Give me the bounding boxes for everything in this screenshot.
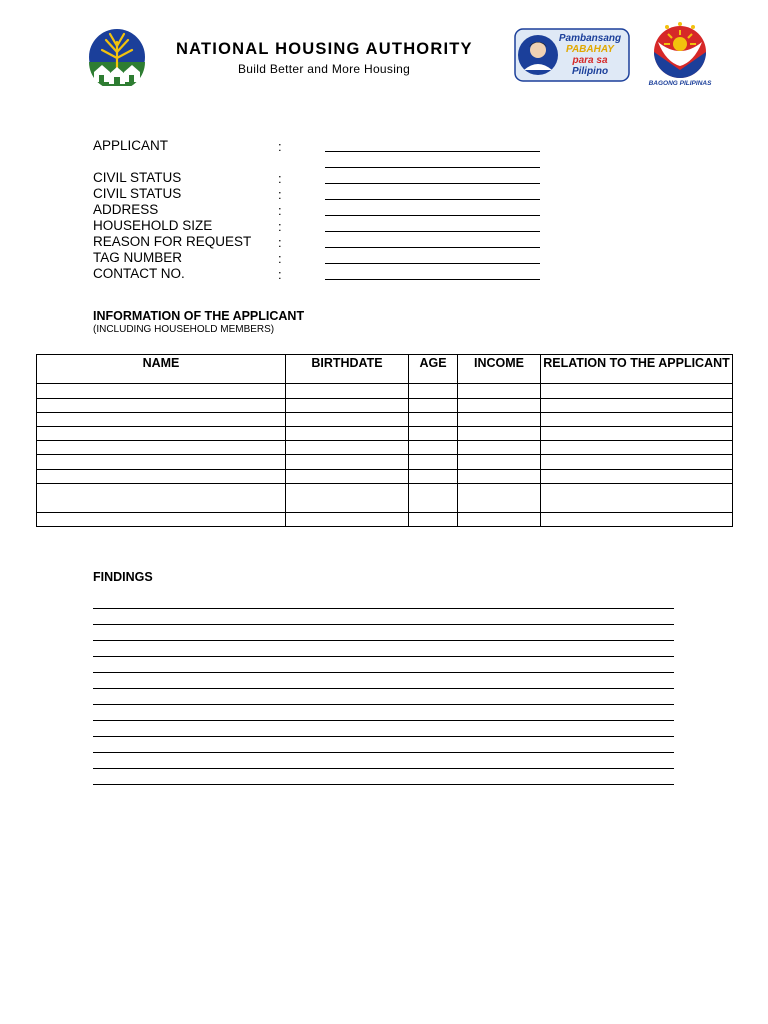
table-row bbox=[37, 384, 733, 399]
bagong-pilipinas-label: BAGONG PILIPINAS bbox=[648, 80, 712, 87]
table-cell[interactable] bbox=[458, 399, 541, 413]
column-header-income: INCOME bbox=[458, 355, 541, 384]
table-cell[interactable] bbox=[409, 470, 458, 484]
table-cell[interactable] bbox=[458, 513, 541, 527]
table-cell[interactable] bbox=[409, 441, 458, 455]
column-header-age: AGE bbox=[409, 355, 458, 384]
table-cell[interactable] bbox=[37, 441, 286, 455]
table-cell[interactable] bbox=[286, 484, 409, 513]
table-row bbox=[37, 399, 733, 413]
bagong-pilipinas-logo bbox=[644, 22, 716, 90]
table-row bbox=[37, 455, 733, 470]
table-cell[interactable] bbox=[458, 470, 541, 484]
table-cell[interactable] bbox=[541, 470, 733, 484]
table-cell[interactable] bbox=[286, 399, 409, 413]
findings-line[interactable] bbox=[93, 608, 674, 609]
table-cell[interactable] bbox=[409, 384, 458, 399]
table-cell[interactable] bbox=[37, 384, 286, 399]
badge-line-1: Pambansang bbox=[558, 33, 622, 44]
table-cell[interactable] bbox=[409, 413, 458, 427]
organization-name: NATIONAL HOUSING AUTHORITY bbox=[176, 40, 473, 58]
table-cell[interactable] bbox=[286, 455, 409, 470]
table-row bbox=[37, 513, 733, 527]
field-colon: : bbox=[278, 219, 282, 234]
table-row bbox=[37, 441, 733, 455]
household-members-table bbox=[36, 354, 733, 527]
field-colon: : bbox=[278, 139, 282, 154]
field-label-civil-status-2: CIVIL STATUS bbox=[93, 186, 182, 201]
findings-title: FINDINGS bbox=[93, 570, 153, 584]
table-cell[interactable] bbox=[541, 484, 733, 513]
table-cell[interactable] bbox=[286, 513, 409, 527]
table-cell[interactable] bbox=[37, 399, 286, 413]
table-cell[interactable] bbox=[541, 427, 733, 441]
field-label-address: ADDRESS bbox=[93, 202, 159, 217]
findings-line[interactable] bbox=[93, 624, 674, 625]
column-header-birthdate: BIRTHDATE bbox=[286, 355, 409, 384]
table-cell[interactable] bbox=[458, 484, 541, 513]
table-cell[interactable] bbox=[409, 455, 458, 470]
members-section-title: INFORMATION OF THE APPLICANT bbox=[93, 309, 305, 323]
table-cell[interactable] bbox=[458, 455, 541, 470]
table-cell[interactable] bbox=[286, 413, 409, 427]
field-colon: : bbox=[278, 171, 282, 186]
findings-line[interactable] bbox=[93, 768, 674, 769]
column-header-name: NAME bbox=[37, 355, 286, 384]
table-cell[interactable] bbox=[458, 427, 541, 441]
table-row bbox=[37, 427, 733, 441]
badge-line-4: Pilipino bbox=[571, 66, 609, 77]
table-cell[interactable] bbox=[37, 513, 286, 527]
table-cell[interactable] bbox=[409, 427, 458, 441]
column-header-relation: RELATION TO THE APPLICANT bbox=[541, 355, 733, 384]
table-cell[interactable] bbox=[541, 399, 733, 413]
field-colon: : bbox=[278, 235, 282, 250]
findings-line[interactable] bbox=[93, 784, 674, 785]
household-size-input-line[interactable] bbox=[325, 231, 540, 232]
table-cell[interactable] bbox=[541, 441, 733, 455]
field-label-household-size: HOUSEHOLD SIZE bbox=[93, 218, 213, 233]
findings-line[interactable] bbox=[93, 656, 674, 657]
table-cell[interactable] bbox=[286, 384, 409, 399]
members-section-subtitle: (INCLUDING HOUSEHOLD MEMBERS) bbox=[93, 324, 275, 335]
table-cell[interactable] bbox=[37, 427, 286, 441]
findings-line[interactable] bbox=[93, 736, 674, 737]
table-cell[interactable] bbox=[286, 470, 409, 484]
field-colon: : bbox=[278, 267, 282, 282]
applicant-input-line-2[interactable] bbox=[325, 167, 540, 168]
applicant-input-line[interactable] bbox=[325, 151, 540, 152]
nha-logo bbox=[86, 28, 148, 86]
findings-line[interactable] bbox=[93, 752, 674, 753]
pambansang-pabahay-badge bbox=[514, 28, 630, 82]
field-label-tag-number: TAG NUMBER bbox=[93, 250, 183, 265]
table-cell[interactable] bbox=[541, 513, 733, 527]
table-row bbox=[37, 413, 733, 427]
reason-input-line[interactable] bbox=[325, 247, 540, 248]
field-label-applicant: APPLICANT bbox=[93, 138, 169, 153]
table-row bbox=[37, 484, 733, 513]
findings-line[interactable] bbox=[93, 672, 674, 673]
findings-line[interactable] bbox=[93, 640, 674, 641]
civil-status-input-line[interactable] bbox=[325, 183, 540, 184]
civil-status-2-input-line[interactable] bbox=[325, 199, 540, 200]
field-colon: : bbox=[278, 187, 282, 202]
badge-line-3: para sa bbox=[572, 55, 608, 66]
field-label-civil-status: CIVIL STATUS bbox=[93, 170, 182, 185]
table-row bbox=[37, 470, 733, 484]
findings-line[interactable] bbox=[93, 720, 674, 721]
table-cell[interactable] bbox=[37, 470, 286, 484]
organization-tagline: Build Better and More Housing bbox=[238, 62, 411, 76]
table-cell[interactable] bbox=[458, 384, 541, 399]
table-cell[interactable] bbox=[286, 427, 409, 441]
contact-no-input-line[interactable] bbox=[325, 279, 540, 280]
badge-line-2: PABAHAY bbox=[566, 44, 614, 55]
findings-line[interactable] bbox=[93, 704, 674, 705]
findings-line[interactable] bbox=[93, 688, 674, 689]
table-cell[interactable] bbox=[37, 455, 286, 470]
table-cell[interactable] bbox=[286, 441, 409, 455]
table-cell[interactable] bbox=[541, 413, 733, 427]
tag-number-input-line[interactable] bbox=[325, 263, 540, 264]
table-header-row bbox=[37, 355, 733, 384]
table-cell[interactable] bbox=[409, 399, 458, 413]
table-cell[interactable] bbox=[37, 484, 286, 513]
table-cell[interactable] bbox=[409, 513, 458, 527]
table-cell[interactable] bbox=[37, 413, 286, 427]
field-colon: : bbox=[278, 203, 282, 218]
table-cell[interactable] bbox=[458, 413, 541, 427]
field-label-reason-for-request: REASON FOR REQUEST bbox=[93, 234, 252, 249]
table-cell[interactable] bbox=[541, 455, 733, 470]
field-colon: : bbox=[278, 251, 282, 266]
table-cell[interactable] bbox=[409, 484, 458, 513]
address-input-line[interactable] bbox=[325, 215, 540, 216]
table-cell[interactable] bbox=[458, 441, 541, 455]
field-label-contact-no: CONTACT NO. bbox=[93, 266, 185, 281]
table-cell[interactable] bbox=[541, 384, 733, 399]
